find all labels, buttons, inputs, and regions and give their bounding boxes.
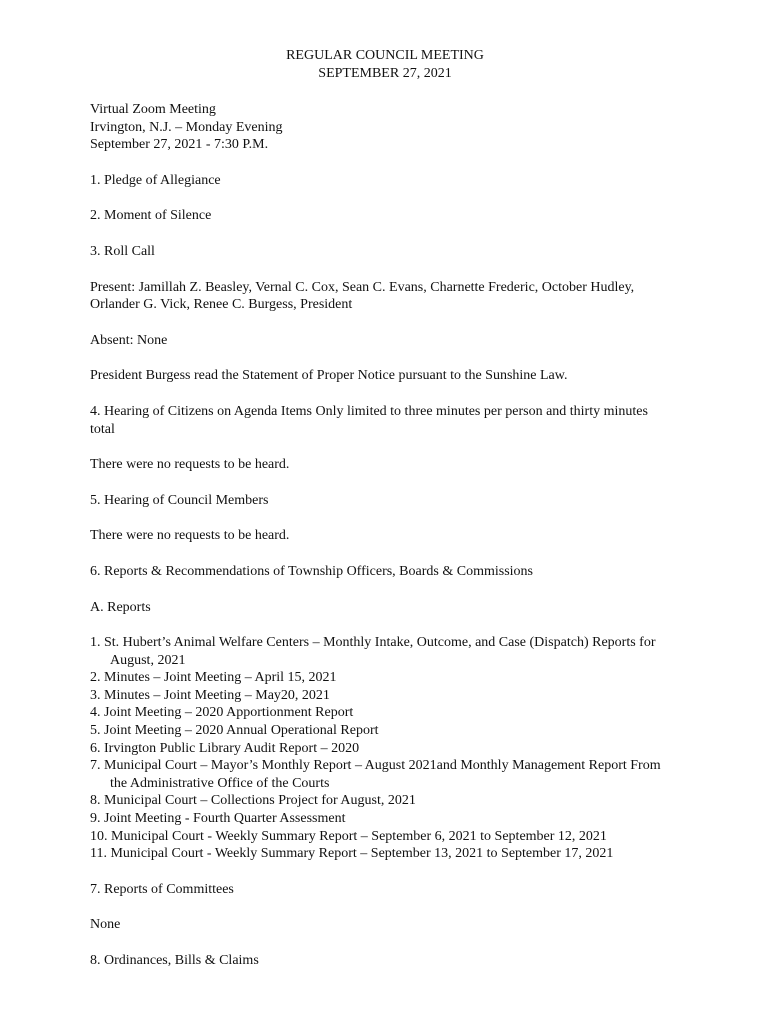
agenda-item-hearing-citizens-line1: 4. Hearing of Citizens on Agenda Items Only limited to three minutes per person and thirty minutes [90, 403, 648, 419]
report-item: 2. Minutes – Joint Meeting – April 15, 2021 [90, 670, 337, 686]
reports-list [90, 634, 720, 863]
document-header [0, 47, 770, 82]
document-body [90, 101, 720, 970]
report-item: 10. Municipal Court - Weekly Summary Report – September 6, 2021 to September 12, 2021 [90, 828, 607, 844]
agenda-item-ordinances: 8. Ordinances, Bills & Claims [90, 953, 259, 968]
agenda-item-hearing-citizens-line2: total [90, 421, 115, 437]
no-requests-note: There were no requests to be heard. [90, 457, 290, 473]
report-item-continuation: the Administrative Office of the Courts [110, 775, 330, 791]
report-item-continuation: August, 2021 [110, 652, 186, 668]
present-members-line2: Orlander G. Vick, Renee C. Burgess, President [90, 297, 353, 313]
agenda-item-roll-call: 3. Roll Call [90, 243, 155, 259]
absent-members: Absent: None [90, 332, 168, 348]
document-title: REGULAR COUNCIL MEETING [286, 48, 484, 63]
report-item: 8. Municipal Court – Collections Project for August, 2021 [90, 793, 416, 809]
report-item: 6. Irvington Public Library Audit Report – 2020 [90, 740, 360, 756]
agenda-item-reports: 6. Reports & Recommendations of Township Officers, Boards & Commissions [90, 563, 533, 579]
meeting-type: Virtual Zoom Meeting [90, 102, 216, 117]
present-members-line1: Present: Jamillah Z. Beasley, Vernal C. Cox, Sean C. Evans, Charnette Frederic, October Hudley, [90, 279, 635, 295]
agenda-item-pledge: 1. Pledge of Allegiance [90, 172, 221, 188]
committees-none: None [90, 917, 121, 933]
report-item: 1. St. Hubert’s Animal Welfare Centers – Monthly Intake, Outcome, and Case (Dispatch) Reports for [90, 635, 656, 651]
report-item: 5. Joint Meeting – 2020 Annual Operational Report [90, 723, 379, 739]
report-item: 7. Municipal Court – Mayor’s Monthly Report – August 2021and Monthly Management Report From [90, 758, 661, 774]
meeting-location: Irvington, N.J. – Monday Evening [90, 119, 283, 135]
reports-subheading: A. Reports [90, 599, 151, 615]
report-item: 4. Joint Meeting – 2020 Apportionment Report [90, 705, 354, 721]
report-item: 9. Joint Meeting - Fourth Quarter Assessment [90, 811, 346, 827]
proper-notice-statement: President Burgess read the Statement of Proper Notice pursuant to the Sunshine Law. [90, 368, 568, 384]
agenda-item-committees: 7. Reports of Committees [90, 881, 234, 897]
report-item: 11. Municipal Court - Weekly Summary Report – September 13, 2021 to September 17, 2021 [90, 846, 614, 862]
report-item: 3. Minutes – Joint Meeting – May20, 2021 [90, 687, 330, 703]
agenda-item-silence: 2. Moment of Silence [90, 208, 212, 224]
meeting-datetime: September 27, 2021 - 7:30 P.M. [90, 137, 269, 153]
no-requests-note: There were no requests to be heard. [90, 528, 290, 544]
document-date: SEPTEMBER 27, 2021 [318, 65, 452, 81]
agenda-item-hearing-council: 5. Hearing of Council Members [90, 492, 269, 508]
